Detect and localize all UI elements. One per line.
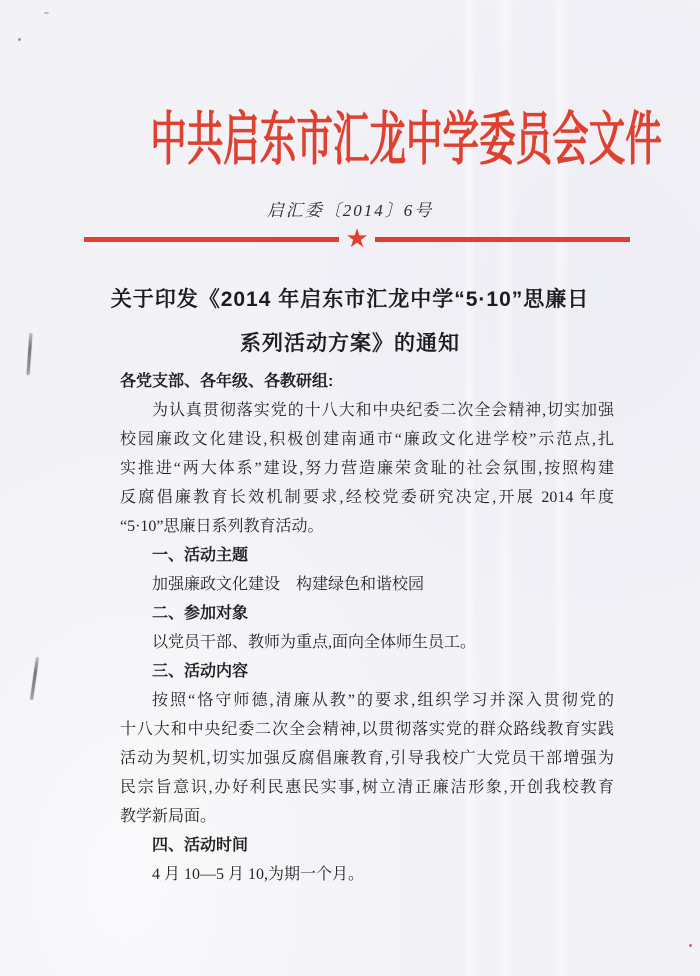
red-divider-rule (84, 224, 630, 253)
notice-title-line-1: 关于印发《2014 年启东市汇龙中学“5·10”思廉日 (110, 288, 590, 311)
star-icon: ★ (345, 224, 369, 253)
section-heading-1: 一、活动主题 (152, 547, 249, 564)
body-line: 实推进“两大体系”建设,努力营造廉荣贪耻的社会氛围,按照构建 (120, 460, 614, 477)
body-line: 按照“恪守师德,清廉从教”的要求,组织学习并深入贯彻党的 (152, 692, 614, 709)
document-body (120, 367, 614, 889)
body-line: 校园廉政文化建设,积极创建南通市“廉政文化进学校”示范点,扎 (120, 431, 614, 448)
red-header-title (0, 107, 700, 172)
body-line: 十八大和中央纪委二次全会精神,以贯彻落实党的群众路线教育实践 (120, 721, 614, 738)
scan-speck (18, 38, 21, 41)
recipients-line: 各党支部、各年级、各教研组: (120, 373, 334, 390)
body-line: 反腐倡廉教育长效机制要求,经校党委研究决定,开展 2014 年度 (120, 489, 614, 506)
body-line: 民宗旨意识,办好利民惠民实事,树立清正廉洁形象,开创我校教育 (120, 779, 614, 796)
body-line: 活动为契机,切实加强反腐倡廉教育,引导我校广大党员干部增强为 (120, 750, 614, 767)
body-line: “5·10”思廉日系列教育活动。 (120, 518, 324, 535)
body-line: 以党员干部、教师为重点,面向全体师生员工。 (152, 634, 477, 651)
divider-right-segment (375, 237, 630, 242)
scan-speck (689, 944, 692, 947)
section-heading-3: 三、活动内容 (152, 663, 249, 680)
notice-title-line-2: 系列活动方案》的通知 (240, 332, 460, 355)
notice-title (0, 278, 700, 366)
divider-left-segment (84, 237, 339, 242)
document-number: 启汇委〔2014〕6号 (266, 201, 434, 220)
body-line: 教学新局面。 (120, 808, 217, 825)
organization-title-text: 中共启东市汇龙中学委员会文件 (150, 107, 662, 172)
staple-mark-bottom (30, 657, 39, 700)
section-heading-2: 二、参加对象 (152, 605, 249, 622)
body-line: 为认真贯彻落实党的十八大和中央纪委二次全会精神,切实加强 (152, 402, 614, 419)
section-heading-4: 四、活动时间 (152, 837, 249, 854)
body-line: 加强廉政文化建设 构建绿色和谐校园 (152, 576, 425, 593)
body-line: 4 月 10—5 月 10,为期一个月。 (152, 866, 365, 883)
scan-speck (44, 12, 49, 14)
